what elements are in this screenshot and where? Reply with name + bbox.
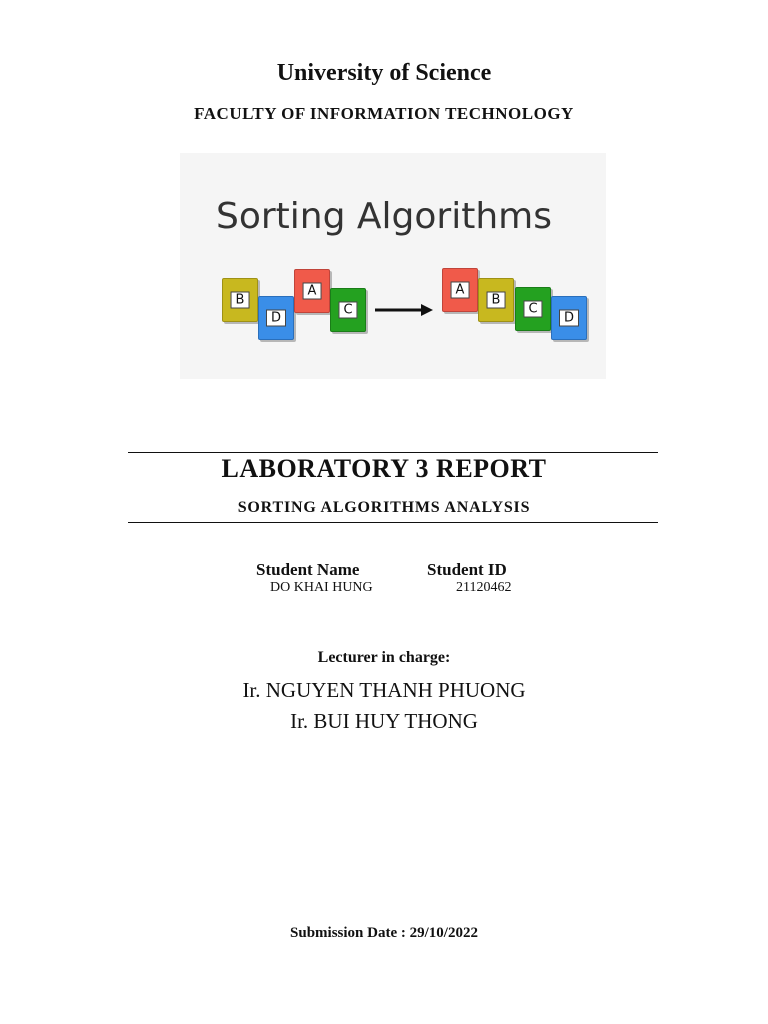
block-label: D — [559, 310, 579, 327]
block-a-sorted — [442, 268, 478, 312]
divider-top — [128, 452, 658, 453]
divider-bottom — [128, 522, 658, 523]
block-label: D — [266, 310, 286, 327]
faculty-name: FACULTY OF INFORMATION TECHNOLOGY — [194, 104, 574, 123]
block-label: B — [231, 292, 250, 309]
arrow-right-icon — [375, 302, 435, 318]
block-a-unsorted — [294, 269, 330, 313]
report-subtitle: SORTING ALGORITHMS ANALYSIS — [237, 499, 531, 516]
lecturer-name: Ir. NGUYEN THANH PHUONG — [242, 678, 526, 702]
lecturer-heading: Lecturer in charge: — [317, 649, 451, 666]
submission-date: Submission Date : 29/10/2022 — [290, 925, 478, 941]
block-label: C — [338, 302, 357, 319]
student-id-header: Student ID — [427, 560, 507, 579]
block-label: B — [487, 292, 506, 309]
block-d-sorted — [551, 296, 587, 340]
block-label: C — [523, 301, 542, 318]
sorting-banner-image — [180, 153, 606, 379]
student-name-value: DO KHAI HUNG — [270, 580, 373, 595]
block-b-unsorted — [222, 278, 258, 322]
banner-title: Sorting Algorithms — [216, 196, 552, 237]
block-label: A — [303, 283, 322, 300]
report-title: LABORATORY 3 REPORT — [221, 454, 547, 483]
block-d-unsorted — [258, 296, 294, 340]
block-c-sorted — [515, 287, 551, 331]
student-name-header: Student Name — [256, 560, 360, 579]
block-b-sorted — [478, 278, 514, 322]
block-c-unsorted — [330, 288, 366, 332]
university-name: University of Science — [276, 60, 492, 86]
block-label: A — [451, 282, 470, 299]
lecturer-name: Ir. BUI HUY THONG — [290, 709, 478, 733]
student-id-value: 21120462 — [456, 580, 512, 595]
